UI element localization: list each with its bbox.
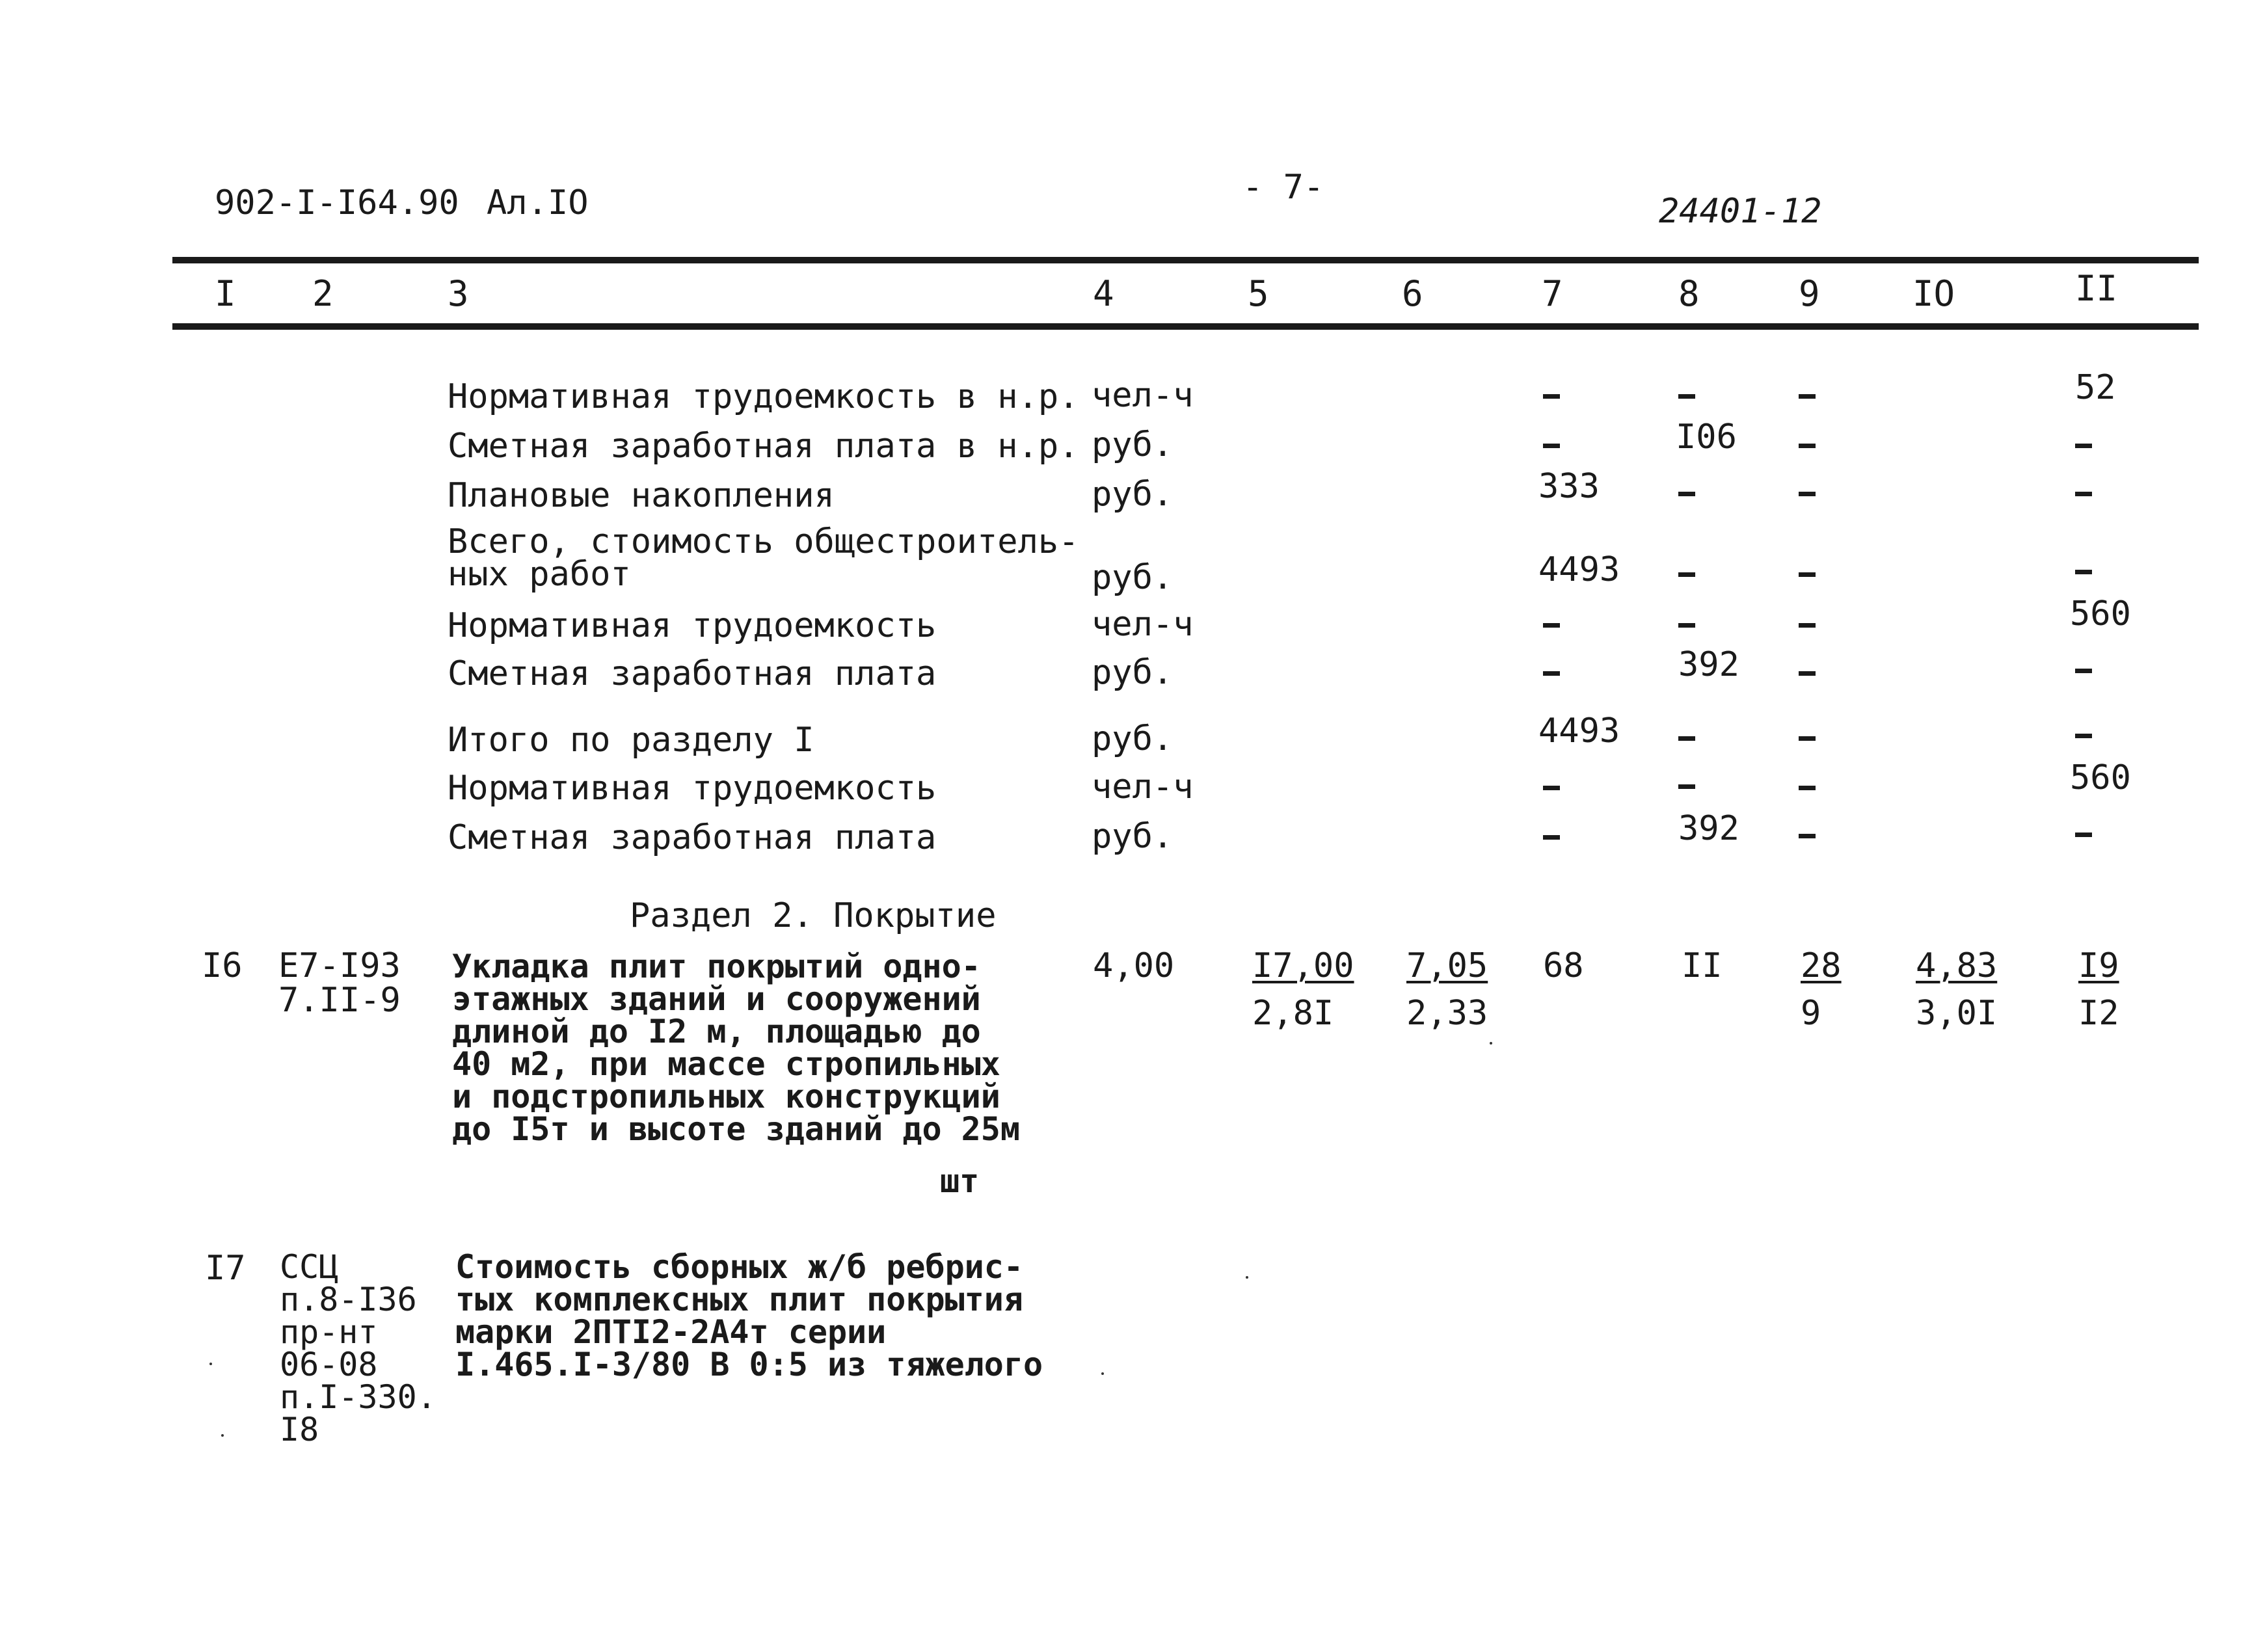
summary-unit: руб.	[1092, 475, 1174, 514]
item-description-line: 40 м2, при массе стропильных	[452, 1045, 1000, 1083]
dash-mark	[2075, 734, 2092, 738]
item-code: 06-08	[280, 1346, 378, 1383]
dash-mark	[2075, 492, 2092, 496]
summary-label: Всего, стоимость общестроитель-	[448, 522, 1079, 561]
dash-mark	[1799, 572, 1816, 577]
dash-mark	[1678, 784, 1695, 789]
summary-value-col11: 52	[2075, 368, 2116, 407]
summary-unit: руб.	[1092, 653, 1174, 692]
section-total-label: Итого по разделу I	[448, 721, 814, 760]
summary-value-col8: I06	[1676, 418, 1737, 457]
dash-mark	[1678, 394, 1695, 399]
item-code: ССЦ	[280, 1248, 339, 1286]
item-description-line: до I5т и высоте зданий до 25м	[452, 1110, 1020, 1148]
dash-mark	[1678, 572, 1695, 577]
summary-label: Нормативная трудоемкость	[448, 606, 937, 645]
item-code: I8	[280, 1411, 319, 1448]
dash-mark	[1799, 736, 1816, 741]
dash-mark	[1543, 623, 1560, 628]
summary-label: Нормативная трудоемкость в н.р.	[448, 377, 1079, 416]
item-description-line: Укладка плит покрытий одно-	[452, 948, 981, 985]
summary-label: Сметная заработная плата в н.р.	[448, 427, 1079, 466]
dash-mark	[1543, 444, 1560, 448]
item-value-col6-bottom: 2,33	[1406, 994, 1488, 1033]
dash-mark	[1678, 492, 1695, 496]
summary-value-col8: 392	[1678, 645, 1739, 684]
item-description-line: I.465.I-3/80 В 0:5 из тяжелого	[455, 1346, 1043, 1383]
dash-mark	[1799, 623, 1816, 628]
dash-mark	[1543, 394, 1560, 399]
dash-mark	[1543, 786, 1560, 790]
item-description-line: тых комплексных плит покрытия	[455, 1281, 1023, 1318]
item-value-col8: II	[1682, 946, 1723, 985]
dash-mark	[1799, 394, 1816, 399]
summary-unit: чел-ч	[1092, 767, 1194, 806]
summary-unit: руб.	[1092, 558, 1174, 597]
scan-speck	[221, 1434, 224, 1437]
item-quantity: 4,00	[1093, 946, 1175, 985]
summary-label: Плановые накопления	[448, 476, 835, 515]
scan-speck	[1101, 1372, 1104, 1375]
column-header-10: IO	[1912, 273, 1955, 314]
summary-unit: руб.	[1092, 719, 1174, 758]
item-value-col5-top: I7,00	[1252, 946, 1354, 985]
table-top-rule	[172, 257, 2199, 263]
dash-mark	[2075, 669, 2092, 673]
column-header-4: 4	[1093, 273, 1114, 314]
column-header-2: 2	[312, 273, 334, 314]
dash-mark	[1799, 492, 1816, 496]
column-header-7: 7	[1542, 273, 1563, 314]
column-header-3: 3	[448, 273, 469, 314]
item-number: I6	[202, 946, 243, 985]
scan-speck	[1246, 1276, 1248, 1279]
column-header-11: II	[2075, 268, 2118, 309]
summary-label: Сметная заработная плата	[448, 654, 937, 693]
column-header-1: I	[215, 273, 236, 314]
item-number: I7	[205, 1249, 246, 1288]
summary-label: Нормативная трудоемкость	[448, 769, 937, 808]
item-description-line: длиной до I2 м, площадью до	[452, 1013, 981, 1050]
summary-value-col7: 333	[1538, 467, 1600, 506]
page-mark: - 7-	[1242, 168, 1324, 207]
summary-unit: чел-ч	[1092, 605, 1194, 644]
summary-value-col7: 4493	[1538, 550, 1620, 589]
summary-label: Сметная заработная плата	[448, 818, 937, 857]
dash-mark	[2075, 833, 2092, 837]
item-unit: шт	[940, 1162, 980, 1200]
item-value-col10-bottom: 3,0I	[1916, 994, 1998, 1033]
summary-value-col11: 560	[2070, 758, 2131, 797]
item-value-col6-top: 7,05	[1406, 946, 1488, 985]
summary-value-col7: 4493	[1538, 712, 1620, 751]
dash-mark	[1543, 671, 1560, 676]
summary-unit: руб.	[1092, 425, 1174, 464]
scan-speck	[209, 1363, 212, 1365]
dash-mark	[2075, 570, 2092, 574]
item-value-col11-top: I9	[2078, 946, 2119, 985]
dash-mark	[1799, 444, 1816, 448]
item-value-col9-top: 28	[1801, 946, 1842, 985]
dash-mark	[1799, 786, 1816, 790]
summary-value-col11: 560	[2070, 594, 2131, 633]
summary-value-col8: 392	[1678, 809, 1739, 848]
item-value-col10-top: 4,83	[1916, 946, 1998, 985]
item-description-line: марки 2ПТI2-2А4т серии	[455, 1313, 887, 1351]
sheet-number: Ал.IO	[487, 183, 589, 222]
dash-mark	[2075, 444, 2092, 448]
item-code: пр-нт	[280, 1313, 378, 1351]
document-code: 902-I-I64.90	[215, 183, 459, 222]
item-description-line: Стоимость сборных ж/б ребрис-	[455, 1248, 1023, 1286]
column-header-8: 8	[1678, 273, 1700, 314]
item-description-line: этажных зданий и сооружений	[452, 980, 981, 1018]
dash-mark	[1678, 736, 1695, 741]
scan-speck	[1490, 1042, 1492, 1045]
item-description-line: и подстропильных конструкций	[452, 1078, 1000, 1115]
item-code: п.I-330.	[280, 1378, 436, 1416]
table-header-rule	[172, 323, 2199, 330]
item-value-col11-bottom: I2	[2078, 994, 2119, 1033]
item-value-col7: 68	[1543, 946, 1584, 985]
item-code: Е7-I93	[278, 946, 401, 985]
item-value-col9-bottom: 9	[1801, 994, 1821, 1033]
column-header-6: 6	[1402, 273, 1423, 314]
dash-mark	[1799, 671, 1816, 676]
summary-unit: чел-ч	[1092, 376, 1194, 415]
dash-mark	[1799, 834, 1816, 838]
item-value-col5-bottom: 2,8I	[1252, 994, 1334, 1033]
item-code: п.8-I36	[280, 1281, 417, 1318]
inventory-number: 24401-12	[1659, 192, 1822, 231]
summary-label-continuation: ных работ	[448, 555, 631, 594]
section-title: Раздел 2. Покрытие	[630, 896, 997, 935]
column-header-9: 9	[1799, 273, 1820, 314]
column-header-5: 5	[1248, 273, 1269, 314]
item-code: 7.II-9	[278, 981, 401, 1020]
dash-mark	[1678, 623, 1695, 628]
summary-unit: руб.	[1092, 817, 1174, 856]
dash-mark	[1543, 835, 1560, 840]
